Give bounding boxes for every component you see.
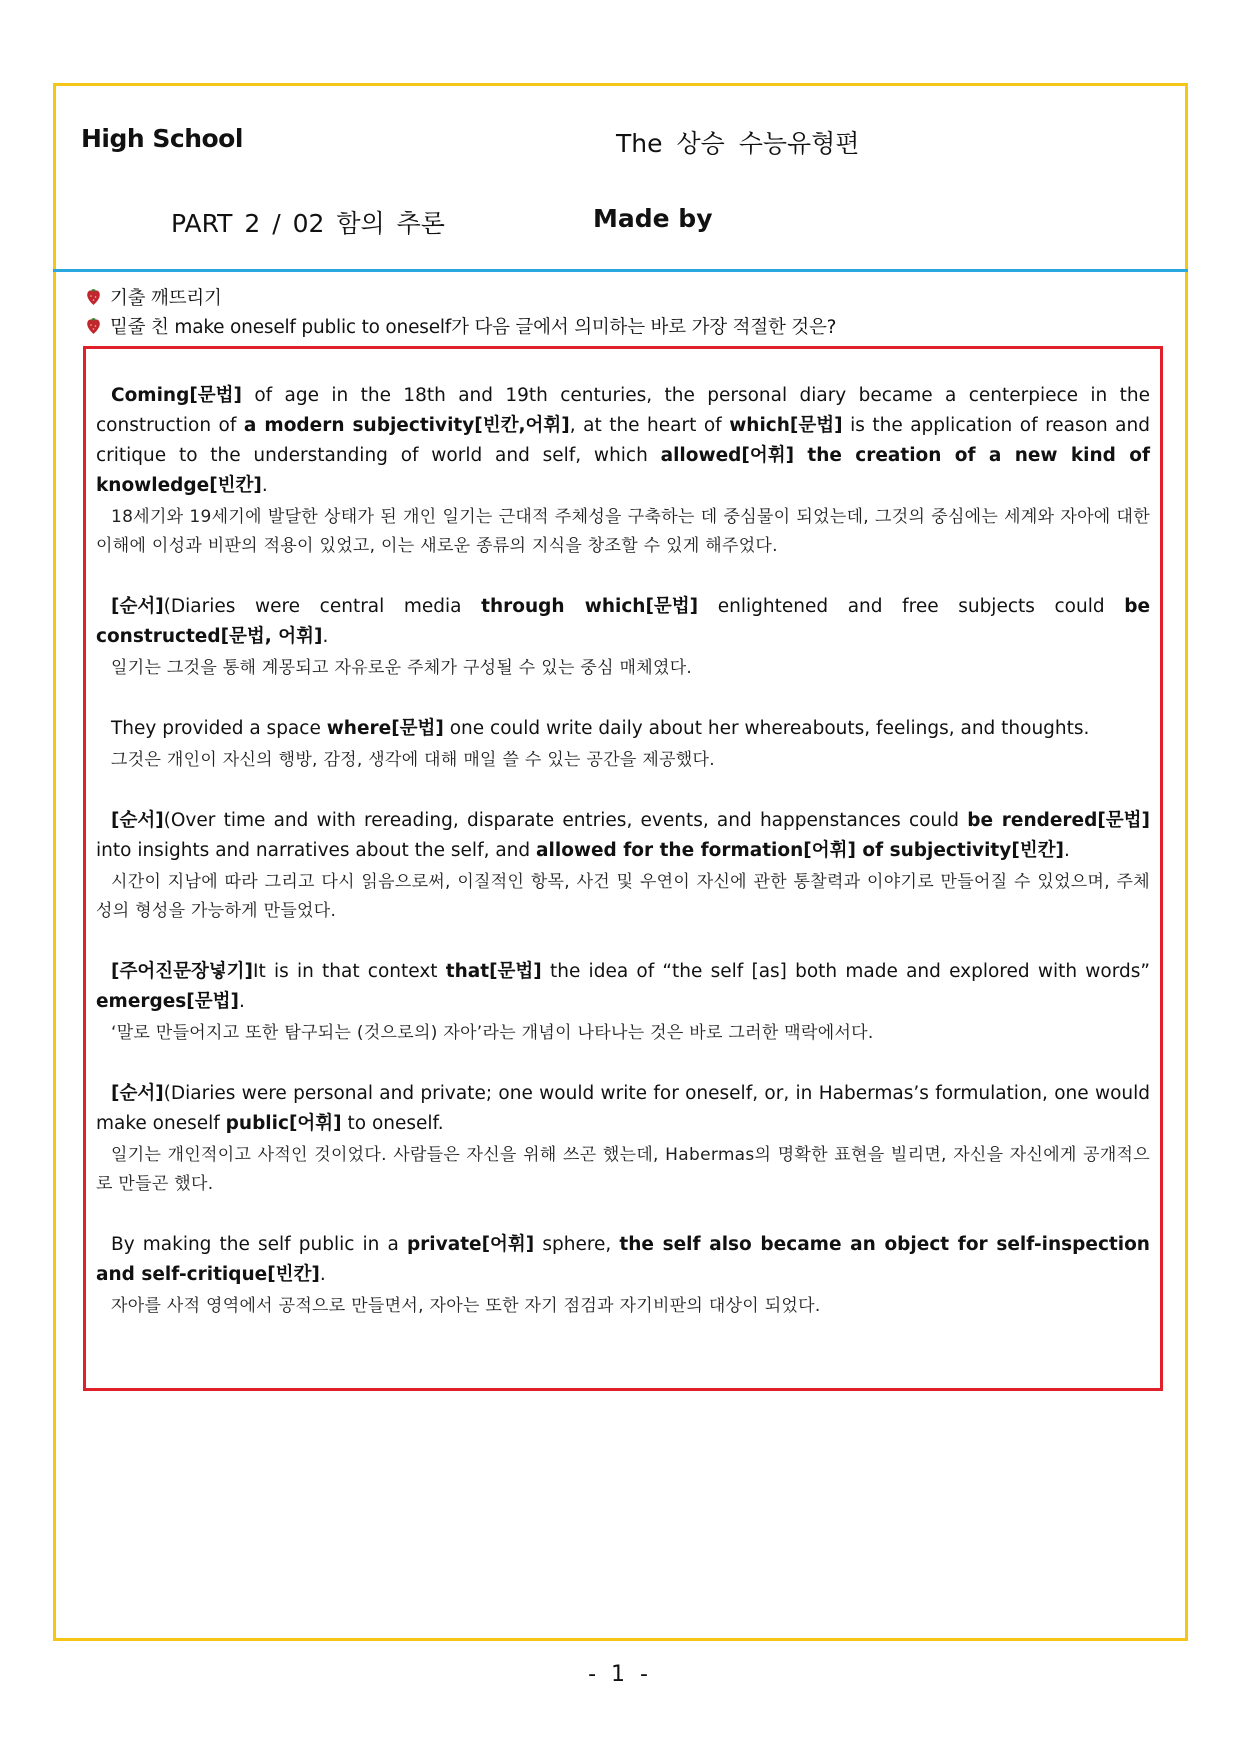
annotated-phrase: public[어휘]: [225, 1113, 342, 1134]
korean-translation: 18세기와 19세기에 발달한 상태가 된 개인 일기는 근대적 주체성을 구축하는 데 중심물이 되었는데, 그것의 중심에는 세계와 자아에 대한 이해에 이성과 비판의 적용이 있었고, 이는 새로운 종류의 지식을 창조할 수 있게 해주었다.: [96, 507, 1150, 556]
korean-translation: ‘말로 만들어지고 또한 탐구되는 (것으로의) 자아’라는 개념이 나타나는 것은 바로 그러한 맥락에서다.: [111, 1023, 874, 1043]
korean-translation: 시간이 지남에 따라 그리고 다시 읽음으로써, 이질적인 항목, 사건 및 우연이 자신에 관한 통찰력과 이야기로 만들어질 수 있었으며, 주체성의 형성을 가능하게 만들었다.: [96, 872, 1150, 921]
passage-paragraph: [96, 1230, 1150, 1321]
passage-paragraph: [96, 957, 1150, 1048]
korean-translation: 자아를 사적 영역에서 공적으로 만들면서, 자아는 또한 자기 점검과 자기비판의 대상이 되었다.: [111, 1296, 821, 1316]
sentence-text: into insights and narratives about the self, and: [96, 840, 537, 861]
sentence-text: the idea of “the self [as] both made and explored with words”: [541, 961, 1150, 982]
annotated-phrase: that[문법]: [445, 961, 542, 982]
sentence-text: , at the heart of: [569, 415, 730, 436]
annotated-phrase: [순서]: [111, 596, 164, 617]
english-sentence: [96, 1230, 1150, 1290]
annotated-phrase: allowed[어휘] the creation of a new kind of knowledge[빈칸]: [96, 445, 1150, 496]
passage-paragraph: [96, 381, 1150, 561]
annotated-phrase: emerges[문법]: [96, 991, 239, 1012]
passage-paragraph: [96, 592, 1150, 683]
english-sentence: [96, 381, 1150, 501]
korean-translation: 일기는 개인적이고 사적인 것이었다. 사람들은 자신을 위해 쓰곤 했는데, Habermas의 명확한 표현을 빌리면, 자신을 자신에게 공개적으로 만들곤 했다.: [96, 1145, 1150, 1194]
question-prompt-text: 밑줄 친 make oneself public to oneself가 다음 글에서 의미하는 바로 가장 적절한 것은?: [110, 317, 837, 338]
sentence-text: By making the self public in a: [111, 1234, 407, 1255]
annotated-phrase: [순서]: [111, 810, 164, 831]
sentence-text: They provided a space: [111, 718, 327, 739]
annotated-phrase: be constructed[문법, 어휘]: [96, 596, 1151, 647]
page-frame: [53, 83, 1188, 1641]
school-label: High School: [81, 124, 243, 153]
sentence-text: (Over time and with rereading, disparate entries, events, and happenstances could: [163, 810, 968, 831]
english-sentence: [96, 957, 1150, 1017]
passage-box: [83, 346, 1163, 1391]
annotated-phrase: a modern subjectivity[빈칸,어휘]: [243, 415, 570, 436]
strawberry-bullet-icon: [86, 317, 101, 335]
sentence-text: .: [1064, 840, 1070, 861]
annotated-phrase: [주어진문장넣기]: [111, 961, 254, 982]
english-sentence: [96, 592, 1150, 652]
annotated-phrase: allowed for the formation[어휘] of subjectivity[빈칸]: [536, 840, 1064, 861]
strawberry-bullet-icon: [86, 288, 101, 306]
annotated-phrase: through which[문법]: [481, 596, 699, 617]
annotated-phrase: private[어휘]: [406, 1234, 535, 1255]
korean-translation: 일기는 그것을 통해 계몽되고 자유로운 주체가 구성될 수 있는 중심 매체였다.: [111, 658, 693, 678]
sentence-text: .: [319, 1264, 326, 1285]
sentence-text: to oneself.: [341, 1113, 444, 1134]
annotated-phrase: be rendered[문법]: [967, 810, 1150, 831]
passage-paragraph: [96, 1079, 1150, 1199]
page-number: - 1 -: [588, 1662, 652, 1687]
passage-paragraph: [96, 714, 1150, 775]
part-label: PART 2 / 02 함의 추론: [171, 209, 445, 238]
english-sentence: [96, 1079, 1150, 1139]
sentence-text: sphere,: [534, 1234, 620, 1255]
passage-paragraph: [96, 806, 1150, 926]
annotated-phrase: Coming[문법]: [111, 385, 242, 406]
book-title: The 상승 수능유형편: [616, 129, 860, 158]
sentence-text: is the application of reason and critique to the understanding of world and self, which: [96, 415, 1150, 466]
header-divider: [53, 269, 1188, 272]
sentence-text: (Diaries were personal and private; one would write for oneself, or, in Habermas’s formulation, one would make oneself: [96, 1083, 1150, 1134]
task-heading: [86, 284, 222, 310]
annotated-phrase: where[문법]: [326, 718, 444, 739]
sentence-text: .: [261, 475, 268, 496]
sentence-text: one could write daily about her whereabouts, feelings, and thoughts.: [443, 718, 1090, 739]
annotated-phrase: which[문법]: [729, 415, 843, 436]
english-sentence: [96, 806, 1150, 866]
annotated-phrase: the self also became an object for self-inspection and self-critique[빈칸]: [96, 1234, 1150, 1285]
question-prompt: [86, 313, 836, 339]
task-heading-text: 기출 깨뜨리기: [110, 288, 222, 309]
sentence-text: (Diaries were central media: [163, 596, 482, 617]
korean-translation: 그것은 개인이 자신의 행방, 감정, 생각에 대해 매일 쓸 수 있는 공간을 제공했다.: [111, 750, 715, 770]
made-by-label: Made by: [593, 204, 713, 233]
sentence-text: of age in the 18th and 19th centuries, the personal diary became a centerpiece in the construction of: [96, 385, 1150, 436]
english-sentence: [96, 714, 1150, 744]
sentence-text: It is in that context: [253, 961, 446, 982]
sentence-text: enlightened and free subjects could: [698, 596, 1125, 617]
sentence-text: .: [238, 991, 245, 1012]
sentence-text: .: [322, 626, 329, 647]
annotated-phrase: [순서]: [111, 1083, 164, 1104]
